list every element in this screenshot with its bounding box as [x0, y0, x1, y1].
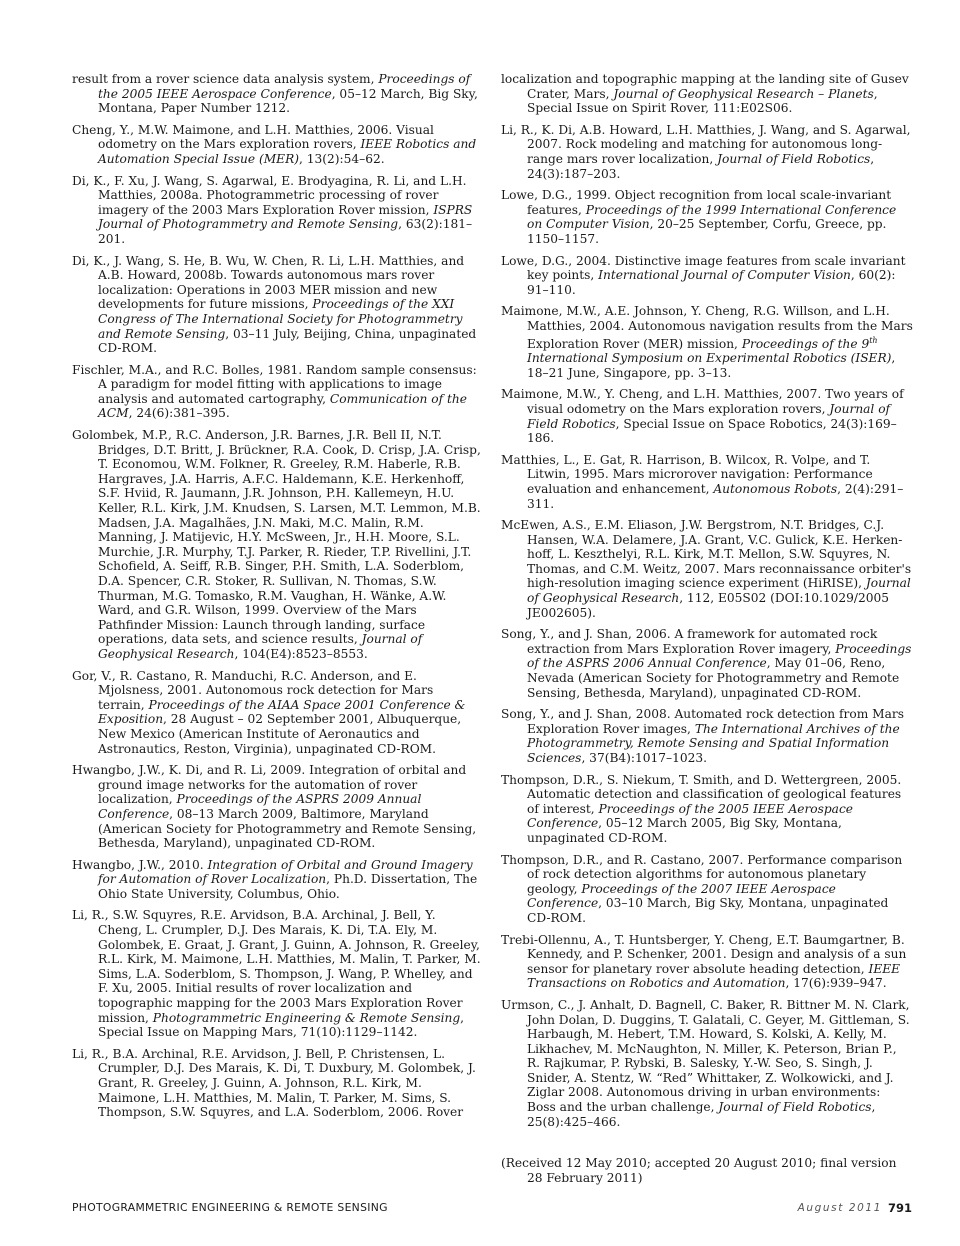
issue-date: August 2011: [797, 1202, 882, 1214]
reference-text: , Special Issue on Space Robotics, 24(3):169–186.: [527, 416, 897, 446]
reference-text: , 05–12 March 2005, Big Sky, Montana, unpaginated CD-ROM.: [527, 816, 842, 845]
reference-text: , 17(6):939–947.: [785, 976, 887, 991]
reference-text: Di, K., J. Wang, S. He, B. Wu, W. Chen, R. Li, L.H. Matthies, and A.B. Howard, 2008b. Towards autonomous mars rover localization: Operations in 2003 MER mission and new developments for future missions,: [72, 253, 465, 312]
reference-source-title: Proceedings of the 2007 IEEE Aerospace Conference: [527, 881, 836, 911]
reference-entry: [501, 453, 913, 511]
reference-source-title: Journal of Field Robotics: [718, 1100, 872, 1115]
reference-entry: [72, 123, 482, 167]
reference-text: , 05–12 March, Big Sky, Montana, Paper Number 1212.: [98, 86, 478, 116]
reference-text: McEwen, A.S., E.M. Eliason, J.W. Bergstrom, N.T. Bridges, C.J. Hansen, W.A. Delamere, J.A. Grant, V.C. Gulick, K.E. Herken- hoff, L. Keszthelyi, R.L. Kirk, M.T. Mellon, S.W. Squyres, N. Thomas, and C.M. Weitz, 2007. Mars reconnaissance orbiter's high-resolution imaging science experiment (HiRISE),: [501, 518, 912, 591]
reference-source-title: IEEE Transactions on Robotics and Automation: [527, 961, 901, 991]
reference-text: Gor, V., R. Castano, R. Manduchi, R.C. Anderson, and E. Mjolsness, 2001. Autonomous rock detection for Mars terrain,: [72, 668, 434, 712]
reference-text: , 25(8):425–466.: [527, 1100, 876, 1129]
reference-entry: [501, 254, 913, 298]
reference-entry: [72, 858, 482, 902]
reference-text: Li, R., B.A. Archinal, R.E. Arvidson, J. Bell, P. Christensen, L. Crumpler, D.J. Des Marais, K. Di, T. Duxbury, M. Golombek, J. Grant, R. Greeley, J. Guinn, A. Johnson, R.L. Kirk, M. Maimone, L.H. Matthies, M. Malin, T. Parker, M. Sims, S. Thompson, S.W. Squyres, and L.A. Soderblom, 2006. Rover: [72, 1046, 476, 1120]
reference-source-title: Journal of Field Robotics: [527, 401, 891, 431]
reference-source-title: Integration of Orbital and Ground Imagery for Automation of Rover Localization: [98, 857, 473, 887]
reference-entry: [501, 304, 913, 380]
reference-source-title: Proceedings of the ASPRS 2006 Annual Conference: [527, 641, 912, 671]
reference-source-title: International Symposium on Experimental Robotics (ISER): [527, 351, 892, 366]
reference-source-title: Journal of Geophysical Research: [527, 576, 911, 606]
reference-entry: [501, 853, 913, 926]
reference-entry: [501, 627, 913, 700]
reference-entry: [501, 998, 913, 1129]
reference-entry: [72, 669, 482, 757]
reference-text: result from a rover science data analysis system,: [72, 72, 379, 86]
received-note: (Received 12 May 2010; accepted 20 August 2010; final version 28 February 2011): [501, 1156, 897, 1185]
reference-text: , Ph.D. Dissertation, The Ohio State University, Columbus, Ohio.: [98, 872, 478, 901]
reference-entry: [72, 428, 482, 662]
reference-entry: [72, 1047, 482, 1120]
reference-entry-continued: [72, 72, 482, 116]
reference-entry: [72, 908, 482, 1039]
reference-entry: [501, 707, 913, 765]
reference-text: , 20–25 September, Corfu, Greece, pp. 1150–1157.: [527, 217, 887, 246]
reference-entry-continued: [501, 72, 913, 116]
reference-text: , 08–13 March 2009, Baltimore, Maryland (American Society for Photogrammetry and Remote Sensing, Bethesda, Maryland), unpaginated CD-ROM.: [98, 806, 477, 851]
reference-source-title: Journal of Geophysical Research – Planets: [613, 86, 874, 101]
reference-text: , 24(6):381–395.: [128, 406, 230, 421]
reference-source-title: Proceedings of the 1999 International Conference on Computer Vision: [527, 202, 897, 232]
reference-text: , 03–10 March, Big Sky, Montana, unpaginated CD-ROM.: [527, 896, 889, 925]
reference-text: Li, R., K. Di, A.B. Howard, L.H. Matthies, J. Wang, and S. Agarwal, 2007. Rock modeling and matching for autonomous long-range mars rover localization,: [501, 122, 911, 166]
reference-source-title: IEEE Robotics and Automation Special Issue (MER): [98, 137, 477, 166]
reference-source-title: Communication of the ACM: [98, 391, 467, 421]
reference-text: Matthies, L., E. Gat, R. Harrison, B. Wilcox, R. Volpe, and T. Litwin, 1995. Mars microrover navigation: Performance evaluation and enhancement,: [501, 452, 873, 496]
reference-text: Hwangbo, J.W., K. Di, and R. Li, 2009. Integration of orbital and ground image networks for the automation of rover localization,: [72, 763, 467, 807]
reference-text: , 13(2):54–62.: [299, 151, 385, 166]
reference-source-title: Proceedings of the 9: [741, 336, 870, 351]
reference-text: Maimone, M.W., Y. Cheng, and L.H. Matthies, 2007. Two years of visual odometry on the Mars exploration rovers,: [501, 387, 904, 416]
reference-entry: [501, 123, 913, 181]
reference-text: , 24(3):187–203.: [527, 151, 875, 181]
reference-text: Hwangbo, J.W., 2010.: [72, 857, 208, 872]
reference-text: Li, R., S.W. Squyres, R.E. Arvidson, B.A. Archinal, J. Bell, Y. Cheng, L. Crumpler, D.J. Des Marais, K. Di, T.A. Ely, M. Golombek, E. Graat, J. Grant, J. Guinn, A. Johnson, R. Greeley, R.L. Kirk, M. Maimone, L.H. Matthies, M. Malin, T. Parker, M. Sims, L.A. Soderblom, S. Thompson, J. Wang, P. Whelley, and F. Xu, 2005. Initial results of rover localization and topographic mapping for the 2003 Mars Exploration Rover mission,: [72, 908, 481, 1025]
reference-text: , 28 August – 02 September 2001, Albuquerque, New Mexico (American Institute of Aeronautics and Astronautics, Reston, Virginia), unpaginated CD-ROM.: [98, 712, 462, 756]
reference-text: localization and topographic mapping at the landing site of Gusev Crater, Mars,: [501, 72, 909, 101]
reference-text: Fischler, M.A., and R.C. Bolles, 1981. Random sample consensus: A paradigm for model fitting with applications to image analysis and automated cartography,: [72, 362, 477, 406]
page-footer: [72, 1201, 912, 1217]
reference-text: Lowe, D.G., 1999. Object recognition from local scale-invariant features,: [501, 188, 892, 217]
reference-entry: [501, 387, 913, 445]
reference-source-title: Photogrammetric Engineering & Remote Sensing: [152, 1010, 461, 1025]
references-left-column: [72, 72, 482, 1127]
reference-text: , 60(2): 91–110.: [527, 268, 896, 297]
reference-text: Urmson, C., J. Anhalt, D. Bagnell, C. Baker, R. Bittner M. N. Clark, John Dolan, D. Duggins, T. Galatali, C. Geyer, M. Gittleman, S. Harbaugh, M. Hebert, T.M. Howard, S. Kolski, A. Kelly, M. Likhachev, M. McNaughton, N. Miller, K. Peterson, Brian P., R. Rajkumar, P. Rybski, B. Salesky, Y.-W. Seo, S. Singh, J. Snider, A. Stentz, W. “Red” Whittaker, Z. Wolkowicki, and J. Ziglar 2008. Autonomous driving in urban environments: Boss and the urban challenge,: [501, 997, 910, 1115]
reference-text: , Special Issue on Spirit Rover, 111:E02S06.: [527, 86, 878, 116]
received-wrapper: [501, 1136, 913, 1185]
reference-source-title: Proceedings of the 2005 IEEE Aerospace Conference: [527, 801, 853, 831]
reference-text: Golombek, M.P., R.C. Anderson, J.R. Barnes, J.R. Bell II, N.T. Bridges, D.T. Britt, J. Brückner, R.A. Cook, D. Crisp, J.A. Crisp, T. Economou, W.M. Folkner, R. Greeley, R.M. Haberle, R.B. Hargraves, J.A. Harris, A.F.C. Haldemann, K.E. Herkenhoff, S.F. Hviid, R. Jaumann, J.R. Johnson, P.H. Kallemeyn, H.U. Keller, R.L. Kirk, J.M. Knudsen, S. Larsen, M.T. Lemmon, M.B. Madsen, J.A. Magalhães, J.N. Maki, M.C. Malin, R.M. Manning, J. Matijevic, H.Y. McSween, Jr., H.H. Moore, S.L. Murchie, J.R. Murphy, T.J. Parker, R. Rieder, T.P. Rivellini, J.T. Schofield, A. Seiff, R.B. Singer, P.H. Smith, L.A. Soderblom, D.A. Spencer, C.R. Stoker, R. Sullivan, N. Thomas, S.W. Thurman, M.G. Tomasko, R.M. Vaughan, H. Wänke, A.W. Ward, and G.R. Wilson, 1999. Overview of the Mars Pathfinder Mission: Launch through landing, surface operations, data sets, and science results,: [72, 428, 481, 647]
reference-text: Thompson, D.R., S. Niekum, T. Smith, and D. Wettergreen, 2005. Automatic detection and classification of geological features of interest,: [501, 772, 902, 816]
reference-text: , 03–11 July, Beijing, China, unpaginated CD-ROM.: [98, 326, 477, 356]
reference-text: Song, Y., and J. Shan, 2006. A framework for automated rock extraction from Mars Exploration Rover imagery,: [501, 627, 878, 656]
reference-entry: [72, 763, 482, 851]
reference-entry: [501, 188, 913, 246]
page-number: 791: [887, 1201, 912, 1215]
reference-text: , 104(E4):8523–8553.: [234, 646, 368, 661]
reference-text: , 112, E05S02 (DOI:10.1029/2005 JE002605).: [527, 591, 890, 620]
reference-text: Song, Y., and J. Shan, 2008. Automated rock detection from Mars Exploration Rover images,: [501, 707, 904, 736]
reference-superscript: th: [869, 335, 878, 345]
reference-source-title: Proceedings of the XXI Congress of The International Society for Photogrammetry and Remote Sensing: [98, 297, 463, 341]
reference-source-title: Proceedings of the 2005 IEEE Aerospace Conference: [98, 72, 471, 101]
reference-entry: [501, 773, 913, 846]
reference-source-title: Journal of Geophysical Research: [98, 632, 423, 661]
reference-source-title: Proceedings of the AIAA Space 2001 Conference & Exposition: [98, 697, 466, 727]
reference-source-title: Autonomous Robots: [713, 481, 838, 496]
reference-entry: [72, 174, 482, 247]
reference-text: , 2(4):291–311.: [527, 481, 904, 511]
reference-source-title: ISPRS Journal of Photogrammetry and Remote Sensing: [98, 202, 473, 232]
reference-source-title: Journal of Field Robotics: [717, 151, 871, 166]
reference-text: Trebi-Ollennu, A., T. Huntsberger, Y. Cheng, E.T. Baumgartner, B. Kennedy, and P. Schenker, 2001. Design and analysis of a sun sensor for planetary rover absolute heading detection,: [501, 932, 907, 976]
journal-name: PHOTOGRAMMETRIC ENGINEERING & REMOTE SENSING: [72, 1201, 388, 1214]
reference-text: , 18–21 June, Singapore, pp. 3–13.: [527, 351, 896, 380]
reference-text: , May 01–06, Reno, Nevada (American Society for Photogrammetry and Remote Sensing, Bethesda, Maryland), unpaginated CD-ROM.: [527, 656, 900, 700]
reference-entry: [72, 254, 482, 356]
reference-text: Lowe, D.G., 2004. Distinctive image features from scale invariant key points,: [501, 253, 906, 283]
reference-text: , 37(B4):1017–1023.: [581, 751, 708, 765]
reference-source-title: International Journal of Computer Vision: [598, 268, 851, 283]
reference-text: Maimone, M.W., A.E. Johnson, Y. Cheng, R.G. Willson, and L.H. Matthies, 2004. Autonomous navigation results from the Mars Exploration Rover (MER) mission,: [501, 304, 913, 351]
reference-source-title: Proceedings of the ASPRS 2009 Annual Conference: [98, 792, 422, 821]
reference-text: Cheng, Y., M.W. Maimone, and L.H. Matthies, 2006. Visual odometry on the Mars exploration rovers,: [72, 122, 434, 152]
reference-text: Di, K., F. Xu, J. Wang, S. Agarwal, E. Brodyagina, R. Li, and L.H. Matthies, 2008a. Photogrammetric processing of rover imagery of the 2003 Mars Exploration Rover mission,: [72, 173, 467, 217]
reference-entry: [72, 363, 482, 421]
reference-entry: [501, 933, 913, 991]
reference-source-title: The International Archives of the Photogrammetry, Remote Sensing and Spatial Information Sciences: [527, 721, 900, 765]
references-right-column: [501, 72, 913, 1136]
reference-text: , Special Issue on Mapping Mars, 71(10):1129–1142.: [98, 1010, 465, 1040]
reference-entry: [501, 518, 913, 620]
reference-text: Thompson, D.R., and R. Castano, 2007. Performance comparison of rock detection algorithms for autonomous planetary geology,: [501, 852, 903, 896]
reference-text: , 63(2):181–201.: [98, 217, 473, 246]
